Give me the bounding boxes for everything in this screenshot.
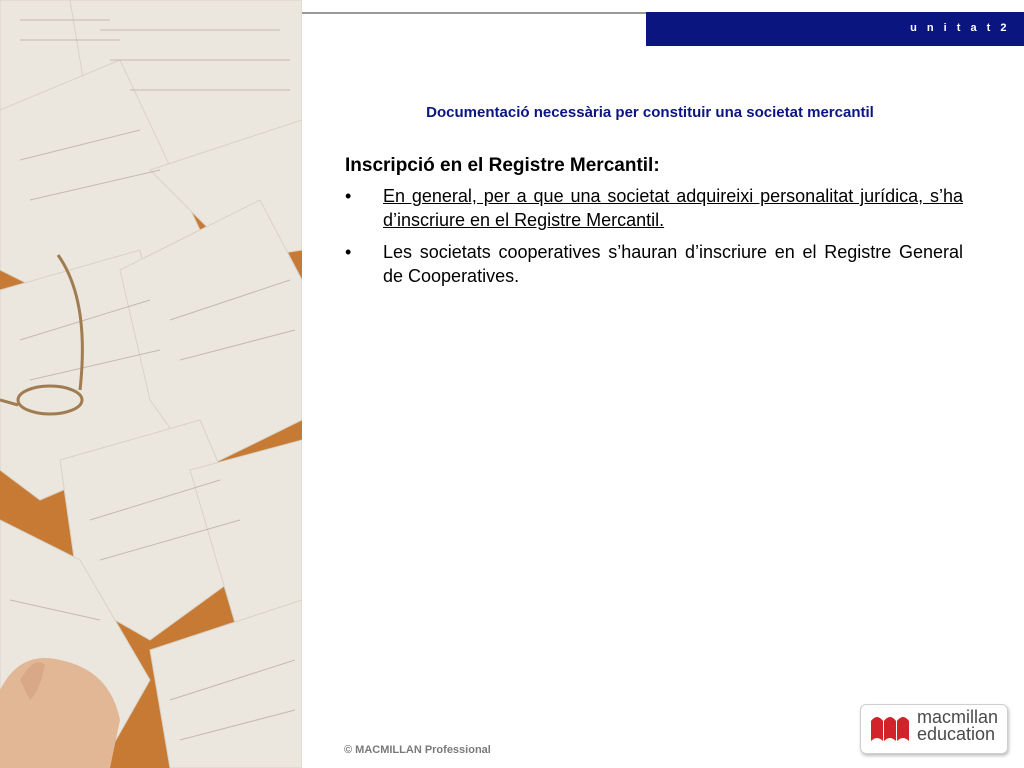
logo-line-1: macmillan — [917, 707, 999, 727]
book-logo-icon — [869, 711, 913, 745]
macmillan-logo — [860, 704, 1008, 754]
bullet-symbol: • — [345, 242, 352, 262]
unit-label: u n i t a t 2 — [910, 22, 1010, 34]
tax-forms-photo-icon — [0, 0, 302, 768]
bullet-item — [345, 240, 963, 288]
slide-title: Documentació necessària per constituir una societat mercantil — [426, 104, 874, 121]
bullet-text: Les societats cooperatives s’hauran d’inscriure en el Registre General de Cooperatives. — [383, 242, 963, 286]
bullet-list — [345, 184, 963, 296]
section-heading: Inscripció en el Registre Mercantil: — [345, 155, 660, 176]
header-bar-left — [302, 12, 648, 46]
header-bar-right — [646, 12, 1024, 46]
bullet-symbol: • — [345, 186, 352, 206]
bullet-text: En general, per a que una societat adquireixi personalitat jurídica, s’ha d’inscriure en el Registre Mercantil. — [383, 186, 963, 230]
logo-line-2: education — [917, 724, 996, 744]
logo-text — [917, 709, 998, 743]
copyright-text: © MACMILLAN Professional — [344, 744, 491, 756]
decorative-photo — [0, 0, 302, 768]
bullet-item — [345, 184, 963, 232]
